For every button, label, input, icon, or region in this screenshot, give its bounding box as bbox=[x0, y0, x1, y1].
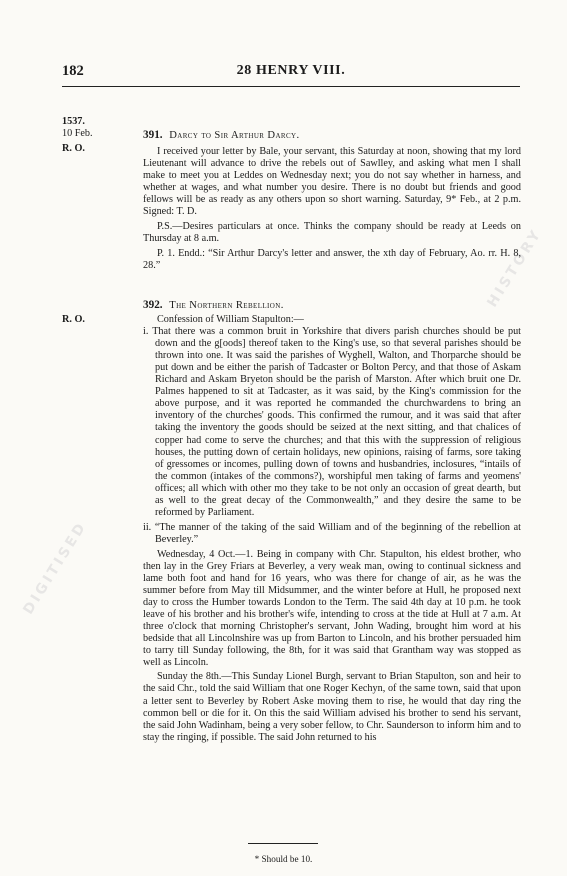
footnote: * Should be 10. bbox=[254, 854, 313, 864]
entry-392-heading bbox=[143, 299, 521, 312]
entry-392-wednesday: Wednesday, 4 Oct.—1. Being in company with Chr. Stapulton, his eldest brother, who then lay in the Grey Friars at Beverley, a very weak man, owing to continual sickness and lame both foot and hand for 16 years, who was there for change of air, as he was the summer before from May till Midsummer, and the winter before at Hull, he proposed next day to cross the Humber towards London to the Term. The said 4th day at 10 p.m. he took leave of his brother and his brother's wife, intending to cross at the tide at Hull at 7 a.m. At three o'clock that morning Christopher's servant, John Wading, brought him word at his bedside that all Lincolnshire was up from Barton to Lincoln, and his brother persuaded him to tarry till Sunday following, the 8th, for it was said that Grantham way was stopped as well as Lincoln. bbox=[143, 548, 521, 669]
watermark-right: HISTORY bbox=[484, 225, 546, 311]
entry-392-intro: Confession of William Stapulton:— bbox=[157, 314, 304, 326]
entry-391-number: 391. bbox=[143, 129, 163, 141]
entry-392-sunday: Sunday the 8th.—This Sunday Lionel Burgh, servant to Brian Stapulton, son and heir to the said Chr., told the said William that one Roger Kechyn, of the same town, said that upon a letter sent to Beverley by Robert Aske moving them to rise, he would that day ring the common bell or die for it. On this the said William advised his brother to send his servant, the said John Wadinham, being a very sober fellow, to Chr. Saunderson to inform him and to stay the ringing, if possible. The said John returned to his bbox=[143, 671, 521, 743]
entry-391 bbox=[143, 129, 521, 273]
header-rule bbox=[62, 86, 520, 87]
margin-year: 1537. bbox=[62, 116, 85, 127]
page-number: 182 bbox=[62, 63, 84, 79]
entry-392-number: 392. bbox=[143, 299, 163, 311]
entry-391-title: Darcy to Sir Arthur Darcy. bbox=[169, 130, 300, 141]
watermark-left: DIGITISED bbox=[20, 518, 91, 618]
entry-391-letter: I received your letter by Bale, your servant, this Saturday at noon, showing that my lord Lieutenant will advance to drive the rebels out of Sawlley, and asking what men I shall make to meet you at Leddes on Wednesday next; you do not say whether in harness, and whether at wages, and what number you desire. There is no doubt but friends and good fellows will be as ready as any others upon so short warning. Saturday, 9* Feb., at 2 p.m. Signed: T. D. bbox=[143, 146, 521, 218]
entry-392-article-ii: ii. “The manner of the taking of the said William and of the beginning of the rebellion at Beverley.” bbox=[143, 521, 521, 545]
entry-392 bbox=[143, 299, 521, 744]
margin-ro-392: R. O. bbox=[62, 314, 85, 325]
margin-ro-391: R. O. bbox=[62, 143, 85, 154]
entry-391-postscript: P.S.—Desires particulars at once. Thinks the company should be ready at Leeds on Thursday at 8 a.m. bbox=[143, 221, 521, 245]
margin-date: 10 Feb. bbox=[62, 128, 93, 139]
running-title: 28 HENRY VIII. bbox=[236, 63, 346, 78]
footnote-rule bbox=[248, 843, 318, 844]
entry-392-title: The Northern Rebellion. bbox=[169, 300, 284, 311]
entry-391-heading bbox=[143, 129, 521, 142]
entry-392-article-i: i. That there was a common bruit in Yorkshire that divers parish churches should be put down and the g[oods] thereof taken to the King's use, so that several parishes should be thrown into one. It was said the parishes of Wyghell, Walton, and Thorparche should be put down and be either the parish of Tadcaster or Bolton Percy, and that those of Askam Richard and Askam Bryeton should be the parish of Marston. After which bruit one Dr. Palmes happened to sit at Tadcaster, as it was said, by the King's commission for the above purpose, and it was reported he commanded the churchwardens to bring an inventory of the churches' goods. This confirmed the rumour, and it was said that after taking the inventory the goods should be seized at the next sitting, and that chalices of copper had come to serve the churches; and that this with the suppression of religious houses, the putting down of certain holidays, new opinions, raising of farms, sore taking of gressomes or incomes, pulling down of towns and husbandries, inclosures, “intails of the common (intakes of the commons?), worshipful men taking of farms and yeomens' offices; all which with other mo they take to be not only an occasion of great dearth, but as well to the great decay of the Commonwealth,” and they desire the same to be reformed by Parliament. bbox=[143, 326, 521, 518]
entry-391-endorsement: P. 1. Endd.: “Sir Arthur Darcy's letter and answer, the xth day of February, Ao. rr. H. 8, 28.” bbox=[143, 248, 521, 272]
running-header bbox=[62, 63, 520, 81]
